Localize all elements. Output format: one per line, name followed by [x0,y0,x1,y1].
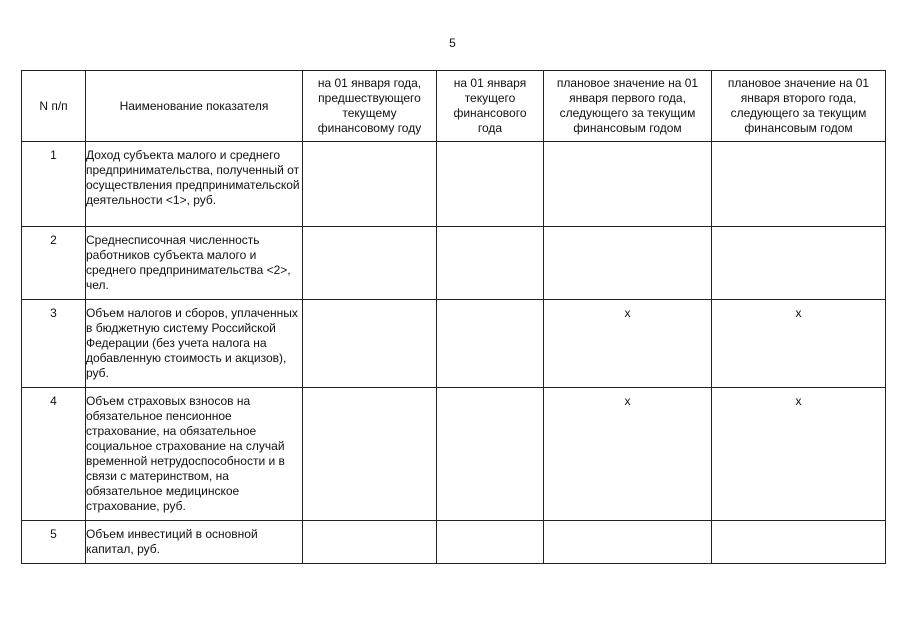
current-year-value [437,227,544,300]
indicator-name: Объем инвестиций в основной капитал, руб. [86,521,303,564]
previous-year-value [303,142,437,227]
table-row [22,300,886,388]
plan-first-year-value: x [544,300,712,388]
previous-year-value [303,388,437,521]
indicator-name: Объем страховых взносов на обязательное пенсионное страхование, на обязательное социальное страхование на случай временной нетрудоспособности и в связи с материнством, на обязательное медицинское страхование, руб. [86,388,303,521]
current-year-value [437,388,544,521]
header-plan-first-year: плановое значение на 01 января первого года, следующего за текущим финансовым годом [544,71,712,142]
header-current-year: на 01 января текущего финансового года [437,71,544,142]
indicator-name: Доход субъекта малого и среднего предпринимательства, полученный от осуществления предпринимательской деятельности <1>, руб. [86,142,303,227]
row-number: 4 [22,388,86,521]
header-plan-second-year: плановое значение на 01 января второго года, следующего за текущим финансовым годом [712,71,886,142]
plan-first-year-value [544,142,712,227]
plan-second-year-value: x [712,300,886,388]
current-year-value [437,142,544,227]
table-row [22,521,886,564]
table-header-row [22,71,886,142]
header-previous-year: на 01 января года, предшествующего текущему финансовому году [303,71,437,142]
page-number: 5 [449,36,456,50]
indicators-table [21,70,886,564]
plan-first-year-value: x [544,388,712,521]
previous-year-value [303,521,437,564]
indicator-name: Среднесписочная численность работников субъекта малого и среднего предпринимательства <2>, чел. [86,227,303,300]
indicator-name: Объем налогов и сборов, уплаченных в бюджетную систему Российской Федерации (без учета налога на добавленную стоимость и акцизов), руб. [86,300,303,388]
current-year-value [437,300,544,388]
row-number: 3 [22,300,86,388]
plan-first-year-value [544,521,712,564]
row-number: 2 [22,227,86,300]
row-number: 5 [22,521,86,564]
plan-second-year-value: x [712,388,886,521]
table-row [22,142,886,227]
table-row [22,388,886,521]
previous-year-value [303,227,437,300]
plan-first-year-value [544,227,712,300]
table-row [22,227,886,300]
current-year-value [437,521,544,564]
header-indicator-name: Наименование показателя [86,71,303,142]
previous-year-value [303,300,437,388]
plan-second-year-value [712,142,886,227]
header-number: N п/п [22,71,86,142]
plan-second-year-value [712,521,886,564]
row-number: 1 [22,142,86,227]
plan-second-year-value [712,227,886,300]
